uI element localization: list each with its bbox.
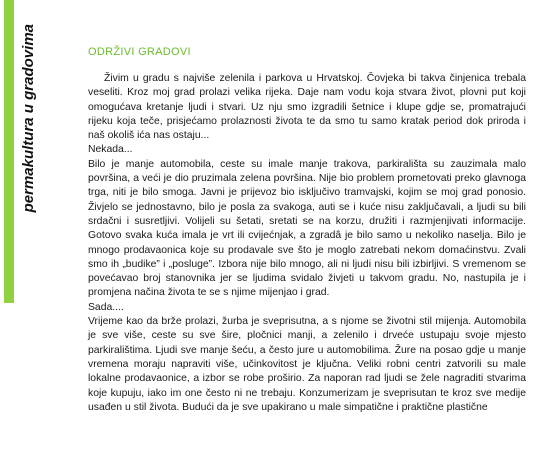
paragraph-heading-past: Nekada... (88, 144, 133, 156)
paragraph-past: Bilo je manje automobila, ceste su imale manje trakova, parkirališta su zauzimala malo površina, a veći je dio pruzimala zelena površina. Nije bio problem prometovati preko glavnoga trga, niti je bilo smoga. Javni je prijevoz bio isključivo tramvajski, kojim se moj grad ponosio. Živjelo se jednostavno, bilo je posla za svakoga, auti se i kuće nisu zaključavali, a ljudi su bili srdačni i susretljivi. Volijeli su šetati, sretati se na korzu, družiti i razmjenjivati informacije. Gotovo svaka kuća imala je vrt ili cvijećnjak, a zgradâ je bilo samo u nekoliko naselja. Bilo je mnogo prodavaonica koje su prodavale sve što je moglo zatrebati nekom domaćinstvu. Zvali smo ih „budike” i „posluge”. Izbora nije bilo mnogo, ali ni ljudi nisu bili izbirljivi. S vremenom se povećavao broj stanovnika jer se ljudima svidalo živjeti u takvom gradu. No, nastupila je i promjena načina života te se s njime mijenjao i grad. (88, 158, 526, 299)
side-label-text: permakultura u gradovima (19, 24, 37, 213)
paragraph-now: Vrijeme kao da brže prolazi, žurba je sveprisutna, a s njome se životni stil mijenja. Automobila je sve više, ceste su sve šire, pločnici manji, a zelenilo i drveće ustupaju svoje mjesto parkiralištima. Ljudi sve manje šeću, a često jure u automobilima. Žure na posao gdje u manje vremena moraju napraviti više, učinkovitost je ključna. Veliki robni centri zatvorili su male lokalne prodavaonice, a izbor se robe proširio. Za naporan rad ljudi se žele nagraditi stvarima koje kupuju, iako im one često ni ne trebaju. Konzumerizam je sveprisutan te kroz sve medije usađen u stil života. Budući da je sve upakirano u male simpatične i praktične plastične (88, 316, 526, 413)
side-band (0, 0, 40, 462)
paragraph-heading-now: Sada.... (88, 301, 124, 313)
article-title: ODRŽIVI GRADOVI (88, 46, 191, 58)
article (88, 46, 526, 415)
side-accent-bar (4, 0, 14, 303)
article-body (88, 72, 526, 415)
paragraph-intro: Živim u gradu s najviše zelenila i parkova u Hrvatskoj. Čovjeka bi takva činjenica trebala veseliti. Kroz moj grad prolazi velika rijeka. Daje nam vodu koja stvara život, plovni put koji omogućava kretanje ljudi i stvari. Uz nju smo izgradili šetnice i klupe gdje se, promatrajući rijeku koja teče, prisjećamo prolaznosti života te da smo tu samo kratak period dok priroda i naš okoliš ića nas ostaju... (88, 73, 526, 142)
side-section-label (18, 24, 38, 244)
